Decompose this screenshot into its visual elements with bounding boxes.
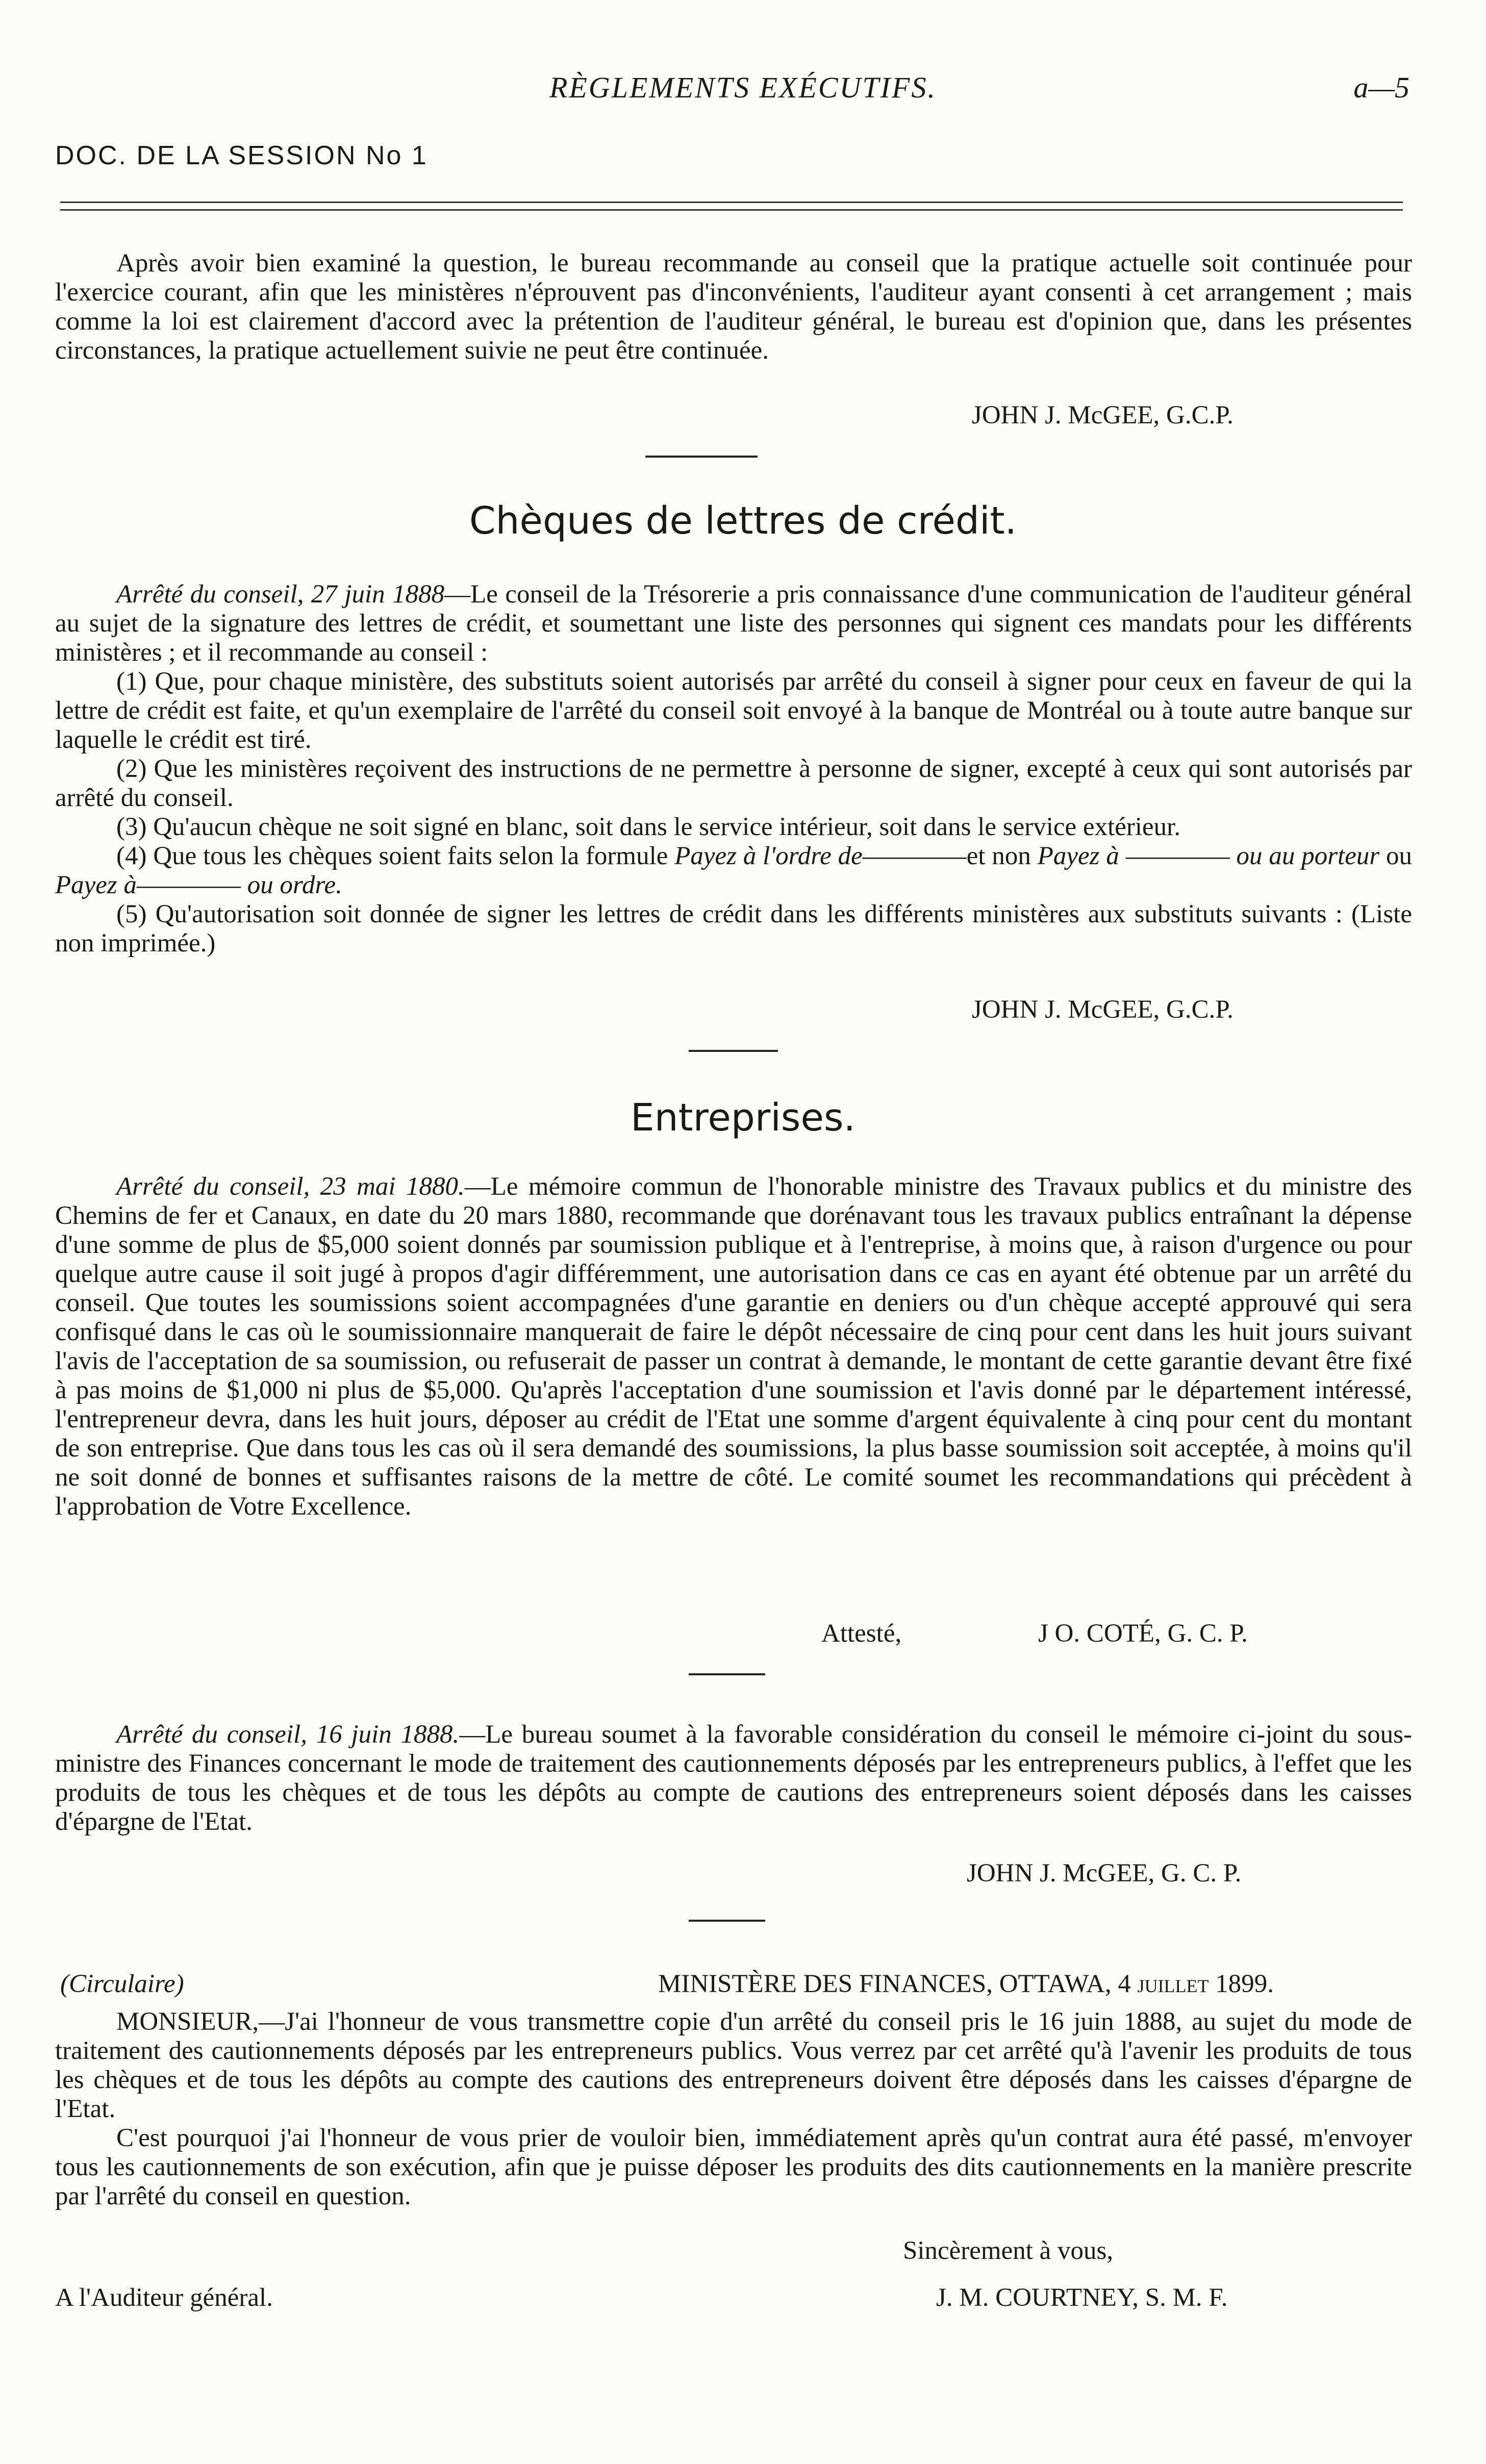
section2-signature: JOHN J. McGEE, G.C.P.: [972, 995, 1233, 1024]
header-rule-top: [60, 202, 1403, 203]
item4-part-i: ————: [137, 871, 247, 899]
separator-1: [645, 456, 758, 458]
separator-3: [689, 1673, 765, 1675]
section5-block: [55, 2007, 1412, 2211]
header-rule-bottom: [60, 209, 1403, 211]
section2-block: [55, 580, 1412, 958]
section2-item-5: (5) Qu'autorisation soit donnée de signer les lettres de crédit dans les différents ministères aux substituts suivants : (Liste non imprimée.): [55, 900, 1412, 958]
doc-session-label: DOC. DE LA SESSION No 1: [55, 141, 428, 170]
section2-intro-text: —Le conseil de la Trésorerie a pris connaissance d'une communication de l'auditeur général au sujet de la signature des lettres de crédit, et soumettant une liste des personnes qui signent ces mandats pour les différents ministères ; et il recommande au conseil :: [55, 580, 1413, 667]
item4-part-j: ou ordre.: [247, 871, 342, 899]
section4-text: —Le bureau soumet à la favorable considération du conseil le mémoire ci-joint du sous-ministre des Finances concernant le mode de traitement des cautionnements déposés par les entrepreneurs publics, à l'effet que les produits de tous les chèques et de tous les dépôts au compte de cautions des entrepreneurs soient déposés dans les caisses d'épargne de l'Etat.: [55, 1720, 1412, 1836]
section3-attest: Attesté,: [821, 1619, 902, 1648]
section2-item-2: (2) Que les ministères reçoivent des instructions de ne permettre à personne de signer, excepté à ceux qui sont autorisés par arrêté du conseil.: [55, 755, 1412, 812]
item4-part-d: Payez à: [1037, 842, 1119, 870]
section4-signature: JOHN J. McGEE, G. C. P.: [967, 1859, 1242, 1888]
section3-block: [55, 1172, 1412, 1521]
page-number: a—5: [1353, 71, 1409, 104]
letter-addressee: A l'Auditeur général.: [55, 2283, 273, 2312]
letter-para-1: [55, 2007, 1412, 2124]
section4-paragraph: [55, 1720, 1412, 1837]
section3-lead: Arrêté du conseil, 23 mai 1880.: [116, 1172, 465, 1201]
section3-paragraph: [55, 1172, 1412, 1521]
section3-heading: Entreprises.: [630, 1096, 856, 1140]
separator-4: [689, 1920, 765, 1922]
dateline: MINISTÈRE DES FINANCES, OTTAWA, 4 juillet 1899.: [658, 1970, 1274, 1998]
letter-closing: Sincèrement à vous,: [903, 2236, 1114, 2265]
section2-item-1: (1) Que, pour chaque ministère, des substituts soient autorisés par arrêté du conseil à signer pour ceux en faveur de qui la lettre de crédit est faite, et qu'un exemplaire de l'arrêté du conseil soit envoyé à la banque de Montréal ou à toute autre banque sur laquelle le crédit est tiré.: [55, 667, 1412, 754]
salutation: MONSIEUR,: [116, 2007, 259, 2036]
item4-part-g: ou: [1379, 842, 1413, 870]
section4-block: [55, 1720, 1412, 1837]
section4-lead: Arrêté du conseil, 16 juin 1888.: [116, 1720, 460, 1749]
section3-signature: J O. COTÉ, G. C. P.: [1038, 1619, 1248, 1648]
letter-para-1-text: —J'ai l'honneur de vous transmettre copie d'un arrêté du conseil pris le 16 juin 1888, au sujet du mode de traitement des cautionnements déposés par les entrepreneurs publics. Vous verrez par cet arrêté qu'à l'avenir les produits de tous les chèques et de tous les dépôts au compte des cautions des entrepreneurs doivent être déposés dans les caisses d'épargne de l'Etat.: [55, 2007, 1412, 2123]
item4-part-c: ————et non: [862, 842, 1038, 870]
letter-signature: J. M. COURTNEY, S. M. F.: [936, 2283, 1228, 2312]
section1-block: [55, 249, 1412, 365]
section1-signature: JOHN J. McGEE, G.C.P.: [972, 401, 1233, 430]
separator-2: [689, 1050, 778, 1052]
section2-item-3: (3) Qu'aucun chèque ne soit signé en blanc, soit dans le service intérieur, soit dans le service extérieur.: [116, 813, 1181, 841]
item4-part-f: ou au porteur: [1236, 842, 1380, 870]
section2-lead: Arrêté du conseil, 27 juin 1888: [116, 580, 445, 609]
letter-para-2: C'est pourquoi j'ai l'honneur de vous prier de vouloir bien, immédiatement après qu'un contrat aura été passé, m'envoyer tous les cautionnements de son exécution, afin que je puisse déposer les produits des dits cautionnements en la manière prescrite par l'arrêté du conseil en question.: [55, 2124, 1412, 2210]
section2-heading: Chèques de lettres de crédit.: [469, 499, 1017, 543]
item4-part-b: Payez à l'ordre de: [674, 842, 863, 870]
item4-part-e: ————: [1125, 842, 1237, 870]
circulaire-label: (Circulaire): [60, 1970, 184, 1998]
section2-item-4: [55, 842, 1412, 900]
running-title: RÈGLEMENTS EXÉCUTIFS.: [549, 71, 937, 104]
section3-text: —Le mémoire commun de l'honorable ministre des Travaux publics et du ministre des Chemins de fer et Canaux, en date du 20 mars 1880, recommande que dorénavant tous les travaux publics entraînant la dépense d'une somme de plus de $5,000 soient donnés par soumission publique et à l'entreprise, à moins que, à raison d'urgence ou pour quelque autre cause il soit jugé à propos d'agir différemment, une autorisation dans ce cas en ayant été obtenue par un arrêté du conseil. Que toutes les soumissions soient accompagnées d'une garantie en deniers ou d'un chèque accepté approuvé qui sera confisqué dans le cas où le soumissionnaire manquerait de faire le dépôt nécessaire de cinq pour cent dans les huit jours suivant l'avis de l'acceptation de sa soumission, ou refuserait de passer un contrat à demande, le montant de cette garantie devant être fixé à pas moins de $1,000 ni plus de $5,000. Qu'après l'acceptation d'une soumission et l'avis donné par le département intéressé, l'entrepreneur devra, dans les huit jours, déposer au crédit de l'Etat une somme d'argent équivalente à cinq pour cent du montant de son entreprise. Que dans tous les cas où il sera demandé des soumissions, la plus basse soumission soit acceptée, à moins qu'il ne soit donné de bonnes et suffisantes raisons de la mettre de côté. Le comité soumet les recommandations qui précèdent à l'approbation de Votre Excellence.: [55, 1172, 1413, 1521]
section2-intro: [55, 580, 1412, 667]
item4-part-h: Payez à: [55, 871, 137, 899]
section1-paragraph: Après avoir bien examiné la question, le bureau recommande au conseil que la pratique actuelle soit continuée pour l'exercice courant, afin que les ministères n'éprouvent pas d'inconvénients, l'auditeur ayant consenti à cet arrangement ; mais comme la loi est clairement d'accord avec la prétention de l'auditeur général, le bureau est d'opinion que, dans les présentes circonstances, la pratique actuellement suivie ne peut être continuée.: [55, 249, 1412, 365]
item4-part-a: (4) Que tous les chèques soient faits selon la formule: [116, 842, 675, 870]
